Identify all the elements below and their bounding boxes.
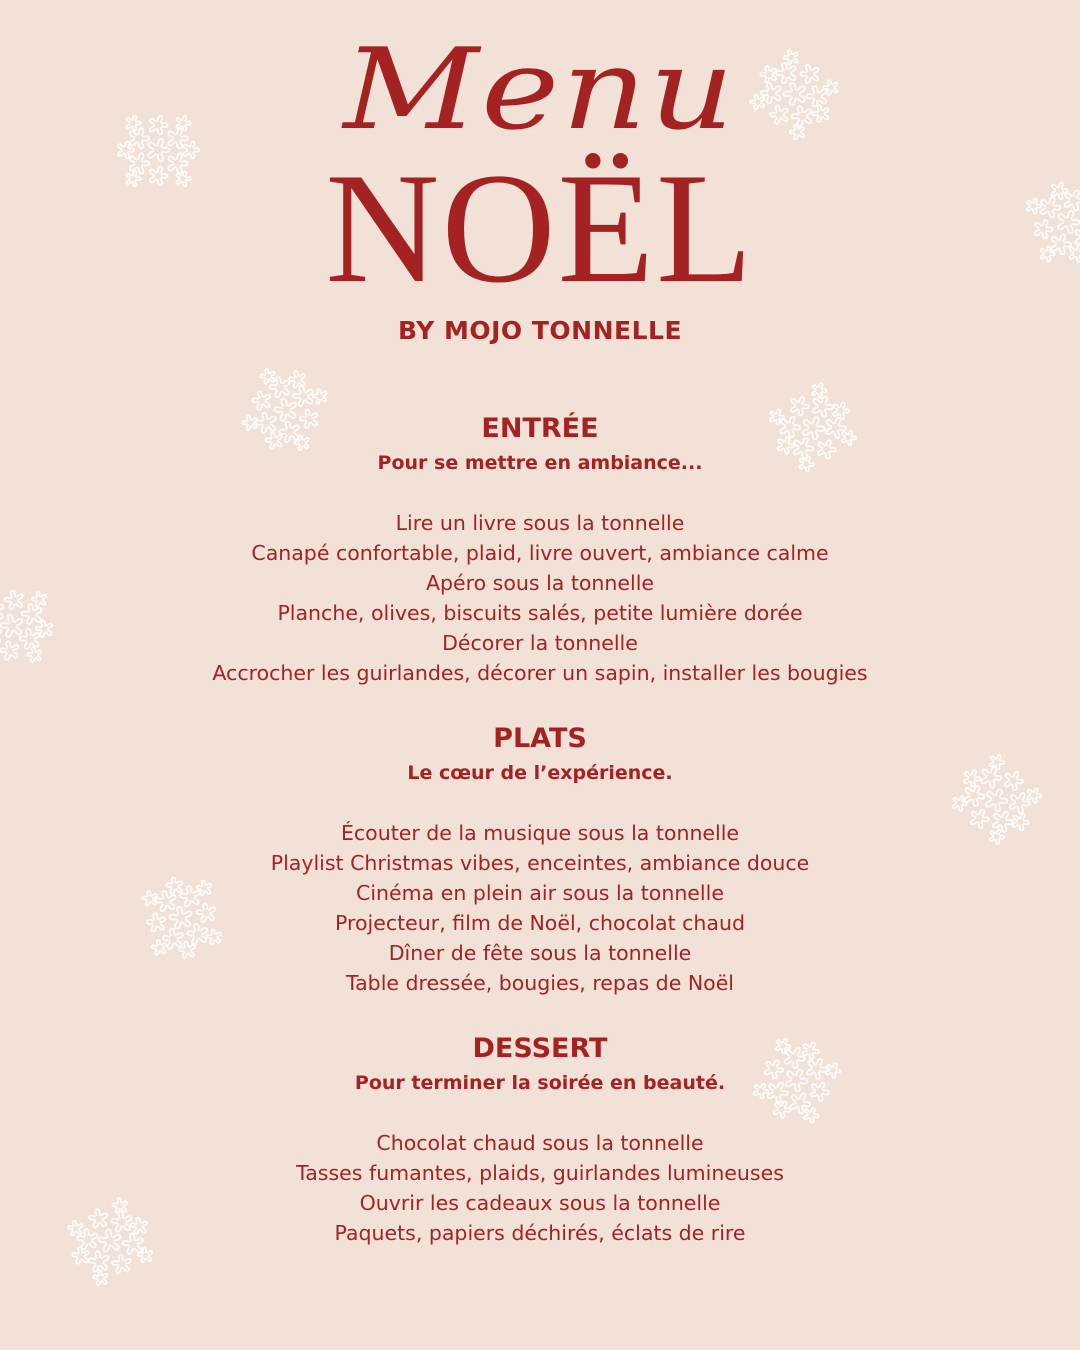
section-subtitle: Pour terminer la soirée en beauté.: [354, 1072, 726, 1094]
section-plats: [0, 724, 1080, 998]
section-title: ENTRÉE: [481, 413, 599, 444]
section-items: [0, 818, 1080, 998]
menu-item: Cinéma en plein air sous la tonnelle: [356, 881, 724, 905]
menu-item: Table dressée, bougies, repas de Noël: [345, 971, 735, 995]
menu-item: Ouvrir les cadeaux sous la tonnelle: [359, 1191, 721, 1215]
section-subtitle: Pour se mettre en ambiance...: [377, 452, 703, 474]
section-entree: [0, 414, 1080, 688]
menu-item: Playlist Christmas vibes, enceintes, ambiance douce: [270, 851, 810, 875]
flower-petal-cluster: [808, 381, 828, 401]
byline: BY MOJO TONNELLE: [397, 316, 683, 345]
flower-petal-cluster: [110, 1252, 134, 1277]
flower-petal-cluster: [287, 370, 308, 391]
menu-item: Accrocher les guirlandes, décorer un sapin, installer les bougies: [212, 661, 868, 685]
menu-item: Écouter de la musique sous la tonnelle: [340, 821, 740, 845]
menu-item: Dîner de fête sous la tonnelle: [388, 941, 692, 965]
section-title: DESSERT: [472, 1033, 608, 1064]
section-title: PLATS: [493, 723, 587, 754]
menu-item: Tasses fumantes, plaids, guirlandes lumineuses: [296, 1161, 784, 1185]
menu-item: Apéro sous la tonnelle: [425, 571, 655, 595]
menu-item: Lire un livre sous la tonnelle: [395, 511, 685, 535]
section-items: [0, 1128, 1080, 1248]
menu-item: Paquets, papiers déchirés, éclats de rire: [334, 1221, 746, 1245]
flower-petal-cluster: [258, 368, 277, 387]
menu-item: Canapé confortable, plaid, livre ouvert, ambiance calme: [251, 541, 829, 565]
section-items: [0, 508, 1080, 688]
section-subtitle: Le cœur de l’expérience.: [407, 762, 673, 784]
script-title: Menu: [343, 25, 737, 155]
menu-item: Planche, olives, biscuits salés, petite lumière dorée: [277, 601, 803, 625]
menu-item: Chocolat chaud sous la tonnelle: [376, 1131, 704, 1155]
section-dessert: [0, 1034, 1080, 1248]
main-title: NOËL: [325, 141, 755, 316]
flower-petal-cluster: [136, 1245, 155, 1265]
flower-petal-cluster: [250, 390, 274, 413]
menu-item: Décorer la tonnelle: [442, 631, 638, 655]
menu-item: Projecteur, film de Noël, chocolat chaud: [335, 911, 745, 935]
